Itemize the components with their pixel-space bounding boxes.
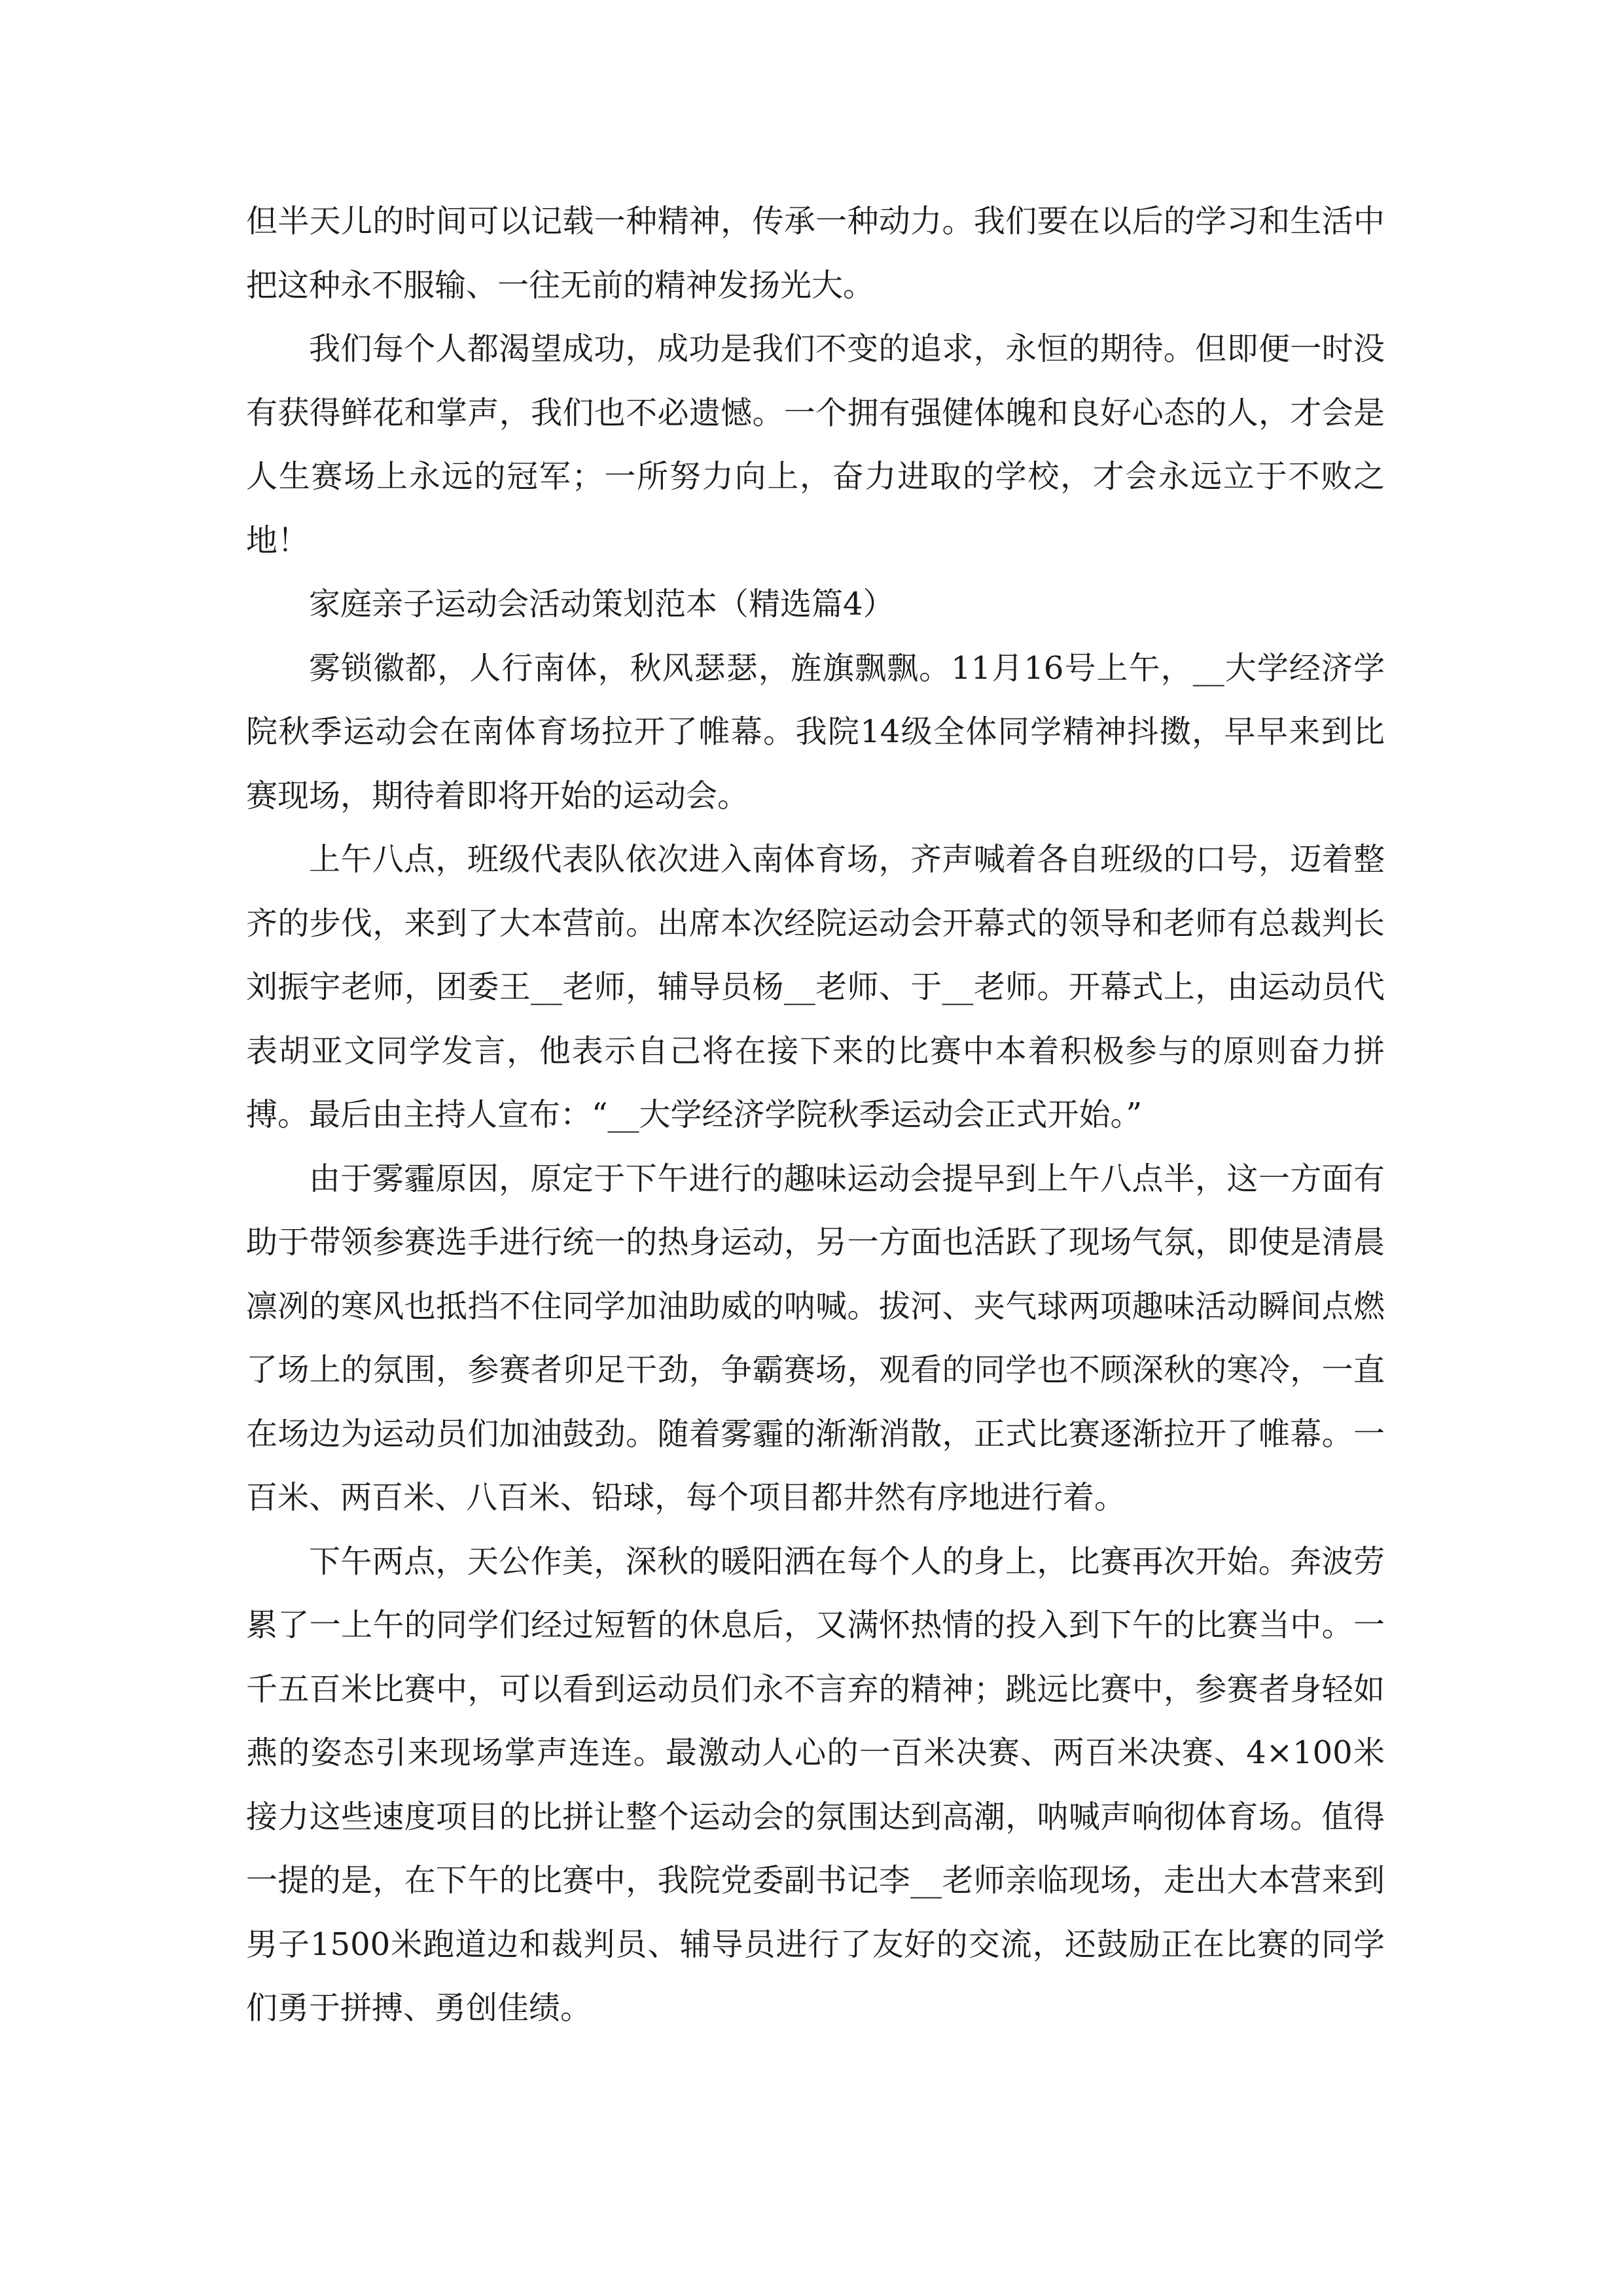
paragraph-2: 我们每个人都渴望成功，成功是我们不变的追求，永恒的期待。但即便一时没有获得鲜花和掌声，我们也不必遗憾。一个拥有强健体魄和良好心态的人，才会是人生赛场上永远的冠军；一所努力向上，奋力进取的学校，才会永远立于不败之地！ — [246, 331, 1385, 559]
paragraph-6: 下午两点，天公作美，深秋的暖阳洒在每个人的身上，比赛再次开始。奔波劳累了一上午的同学们经过短暂的休息后，又满怀热情的投入到下午的比赛当中。一千五百米比赛中，可以看到运动员们永不言弃的精神；跳远比赛中，参赛者身轻如燕的姿态引来现场掌声连连。最激动人心的一百米决赛、两百米决赛、4×100米接力这些速度项目的比拼让整个运动会的氛围达到高潮，呐喊声响彻体育场。值得一提的是，在下午的比赛中，我院党委副书记李__老师亲临现场，走出大本营来到男子1500米跑道边和裁判员、辅导员进行了友好的交流，还鼓励正在比赛的同学们勇于拼搏、勇创佳绩。 — [246, 1543, 1385, 2026]
section-heading: 家庭亲子运动会活动策划范本（精选篇4） — [309, 586, 895, 622]
paragraph-5: 由于雾霾原因，原定于下午进行的趣味运动会提早到上午八点半，这一方面有助于带领参赛选手进行统一的热身运动，另一方面也活跃了现场气氛，即使是清晨凛冽的寒风也抵挡不住同学加油助威的呐喊。拔河、夹气球两项趣味活动瞬间点燃了场上的氛围，参赛者卯足干劲，争霸赛场，观看的同学也不顾深秋的寒冷，一直在场边为运动员们加油鼓劲。随着雾霾的渐渐消散，正式比赛逐渐拉开了帷幕。一百米、两百米、八百米、铅球，每个项目都井然有序地进行着。 — [246, 1160, 1385, 1516]
paragraph-4: 上午八点，班级代表队依次进入南体育场，齐声喊着各自班级的口号，迈着整齐的步伐，来到了大本营前。出席本次经院运动会开幕式的领导和老师有总裁判长刘振宇老师，团委王__老师，辅导员杨__老师、于__老师。开幕式上，由运动员代表胡亚文同学发言，他表示自己将在接下来的比赛中本着积极参与的原则奋力拼搏。最后由主持人宣布：“__大学经济学院秋季运动会正式开始。” — [246, 841, 1385, 1133]
paragraph-1: 但半天儿的时间可以记载一种精神，传承一种动力。我们要在以后的学习和生活中把这种永不服输、一往无前的精神发扬光大。 — [246, 203, 1385, 304]
paragraph-3: 雾锁徽都，人行南体，秋风瑟瑟，旌旗飘飘。11月16号上午，__大学经济学院秋季运动会在南体育场拉开了帷幕。我院14级全体同学精神抖擞，早早来到比赛现场，期待着即将开始的运动会。 — [246, 649, 1385, 814]
document-page — [246, 190, 1385, 2041]
